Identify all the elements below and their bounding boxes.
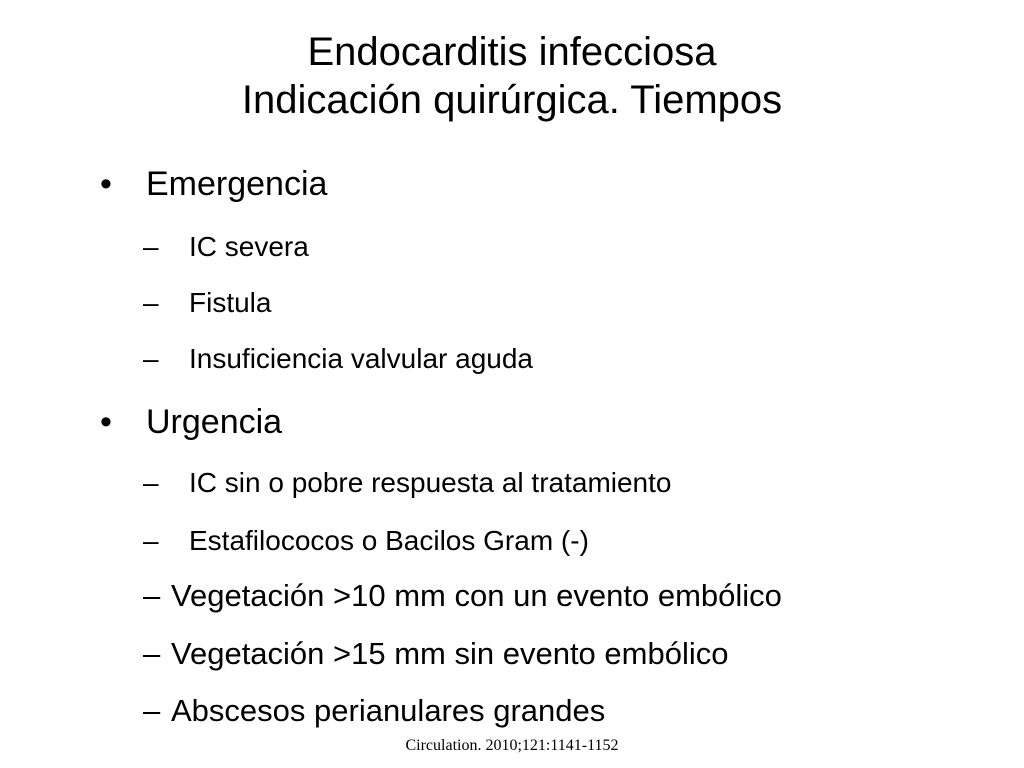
list-item	[143, 694, 605, 728]
bullet-mark: •	[100, 403, 112, 441]
list-item-text: IC sin o pobre respuesta al tratamiento	[189, 467, 672, 498]
dash-mark: –	[143, 231, 159, 262]
list-item	[143, 466, 671, 500]
list-item-text: Vegetación >15 mm sin evento embólico	[171, 636, 729, 671]
list-item	[143, 579, 782, 613]
dash-mark: –	[143, 343, 159, 374]
dash-mark: –	[143, 287, 159, 318]
dash-mark: –	[143, 467, 159, 498]
title-line-2: Indicación quirúrgica. Tiempos	[241, 78, 783, 122]
list-item-text: Abscesos perianulares grandes	[171, 693, 606, 728]
list-item-text: Fistula	[189, 287, 272, 318]
list-item	[143, 286, 271, 320]
list-item-text: Insuficiencia valvular aguda	[189, 343, 533, 374]
bullet-urgencia	[100, 402, 282, 442]
citation: Circulation. 2010;121:1141-1152	[405, 737, 619, 754]
list-item	[143, 230, 309, 264]
list-item-text: Estafilococos o Bacilos Gram (-)	[189, 525, 589, 556]
dash-mark: –	[143, 693, 161, 728]
list-item	[143, 637, 728, 671]
dash-mark: –	[143, 578, 161, 613]
list-item	[143, 342, 533, 376]
bullet-mark: •	[100, 165, 112, 203]
list-item	[143, 524, 589, 558]
dash-mark: –	[143, 636, 161, 671]
bullet-heading: Emergencia	[146, 165, 328, 203]
dash-mark: –	[143, 525, 159, 556]
list-item-text: IC severa	[189, 231, 309, 262]
bullet-emergencia	[100, 164, 327, 204]
list-item-text: Vegetación >10 mm con un evento embólico	[171, 578, 782, 613]
title-line-1: Endocarditis infecciosa	[307, 30, 717, 74]
slide-title	[0, 28, 1024, 124]
bullet-heading: Urgencia	[146, 403, 283, 441]
